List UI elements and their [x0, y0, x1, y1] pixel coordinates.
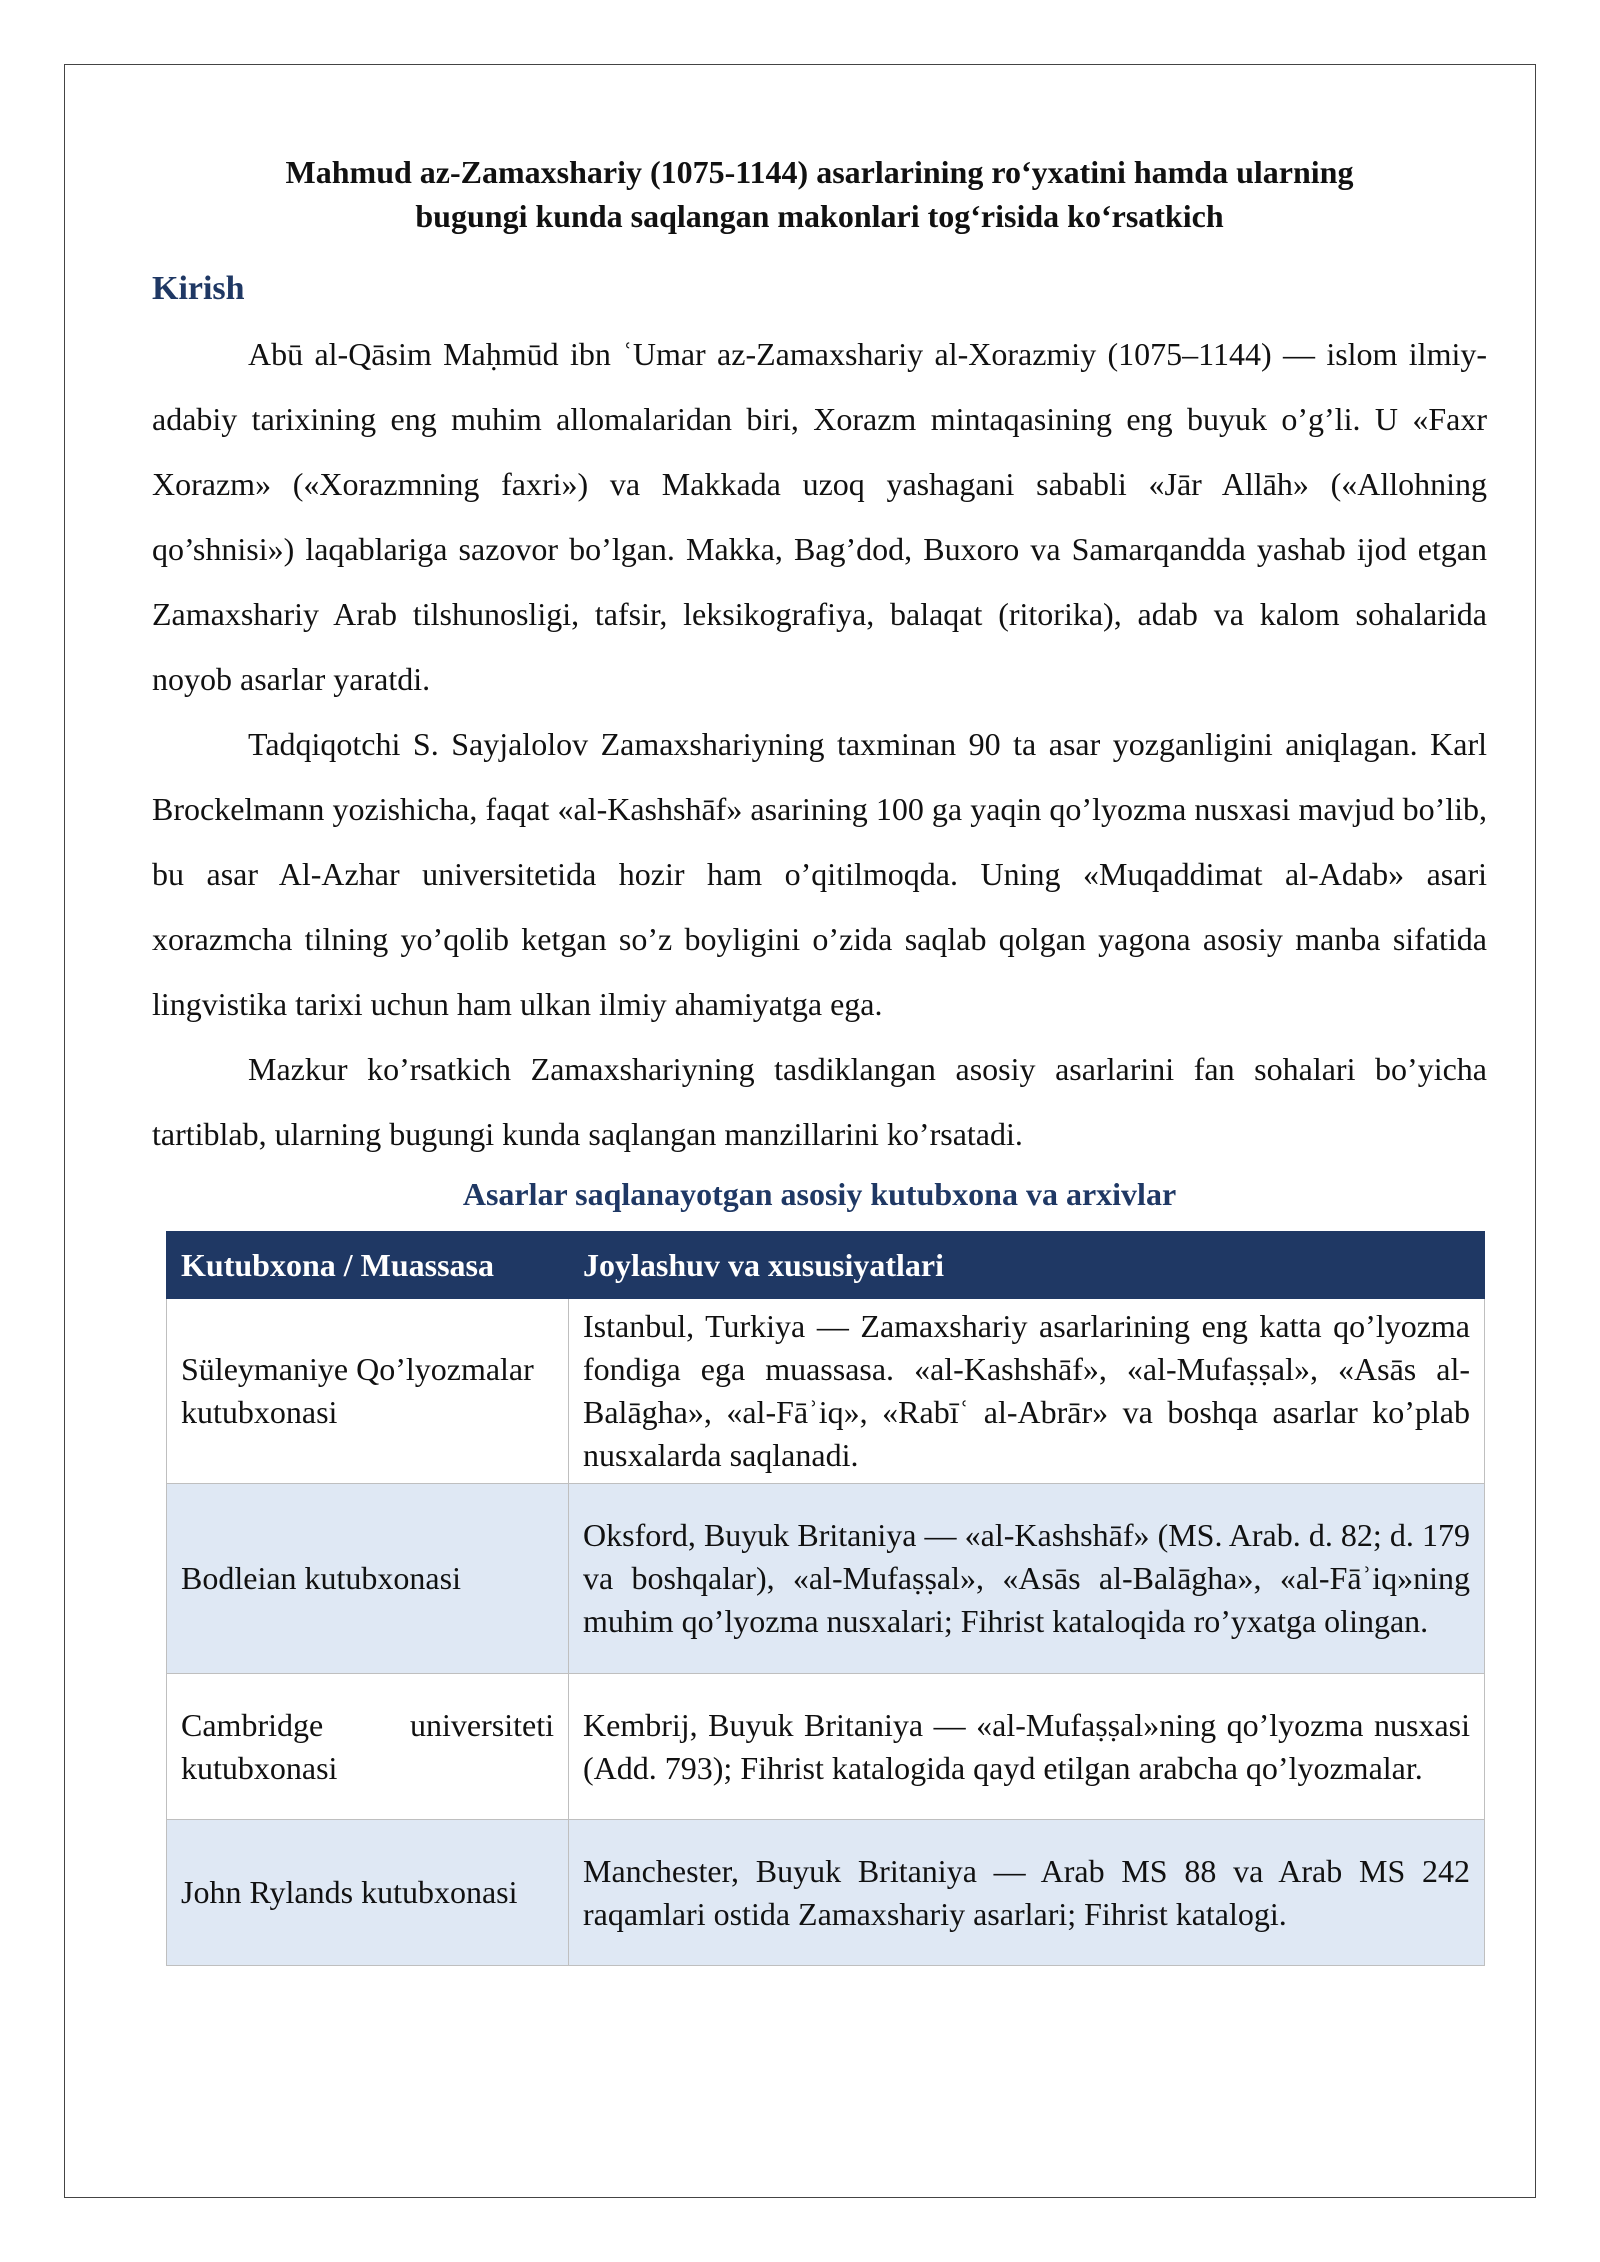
- libraries-table: [166, 1231, 1485, 1966]
- details-cell: Istanbul, Turkiya — Zamaxshariy asarlarining eng katta qo’lyozma fondiga ega muassasa. «al-Kashshāf», «al-Mufaṣṣal», «Asās al-Balāgha», «al-Fāʾiq», «Rabīʿ al-Abrār» va boshqa asarlar ko’plab nusxalarda saqlanadi.: [569, 1299, 1485, 1484]
- table-row: [167, 1820, 1485, 1966]
- table-row: [167, 1674, 1485, 1820]
- table-row: [167, 1484, 1485, 1674]
- section-heading: Kirish: [152, 270, 245, 307]
- institution-cell: John Rylands kutubxonasi: [167, 1820, 569, 1966]
- column-header-location: Joylashuv va xususiyatlari: [569, 1232, 1485, 1299]
- institution-cell: Süleymaniye Qo’lyozmalar kutubxonasi: [167, 1299, 569, 1484]
- title-line-1: Mahmud az-Zamaxshariy (1075-1144) asarlarining ro‘yxatini hamda ularning: [285, 154, 1354, 190]
- paragraph-1: Abū al-Qāsim Maḥmūd ibn ʿUmar az-Zamaxshariy al-Xorazmiy (1075–1144) — islom ilmiy-adabiy tarixining eng muhim allomalaridan biri, Xorazm mintaqasining eng buyuk o’g’li. U «Faxr Xorazm» («Xorazmning faxri») va Makkada uzoq yashagani sababli «Jār Allāh» («Allohning qo’shnisi») laqablariga sazovor bo’lgan. Makka, Bag’dod, Buxoro va Samarqandda yashab ijod etgan Zamaxshariy Arab tilshunosligi, tafsir, leksikografiya, balaqat (ritorika), adab va kalom sohalarida noyob asarlar yaratdi.: [152, 336, 1487, 697]
- paragraph-3: Mazkur ko’rsatkich Zamaxshariyning tasdiklangan asosiy asarlarini fan sohalari bo’yicha tartiblab, ularning bugungi kunda saqlangan manzillarini ko’rsatadi.: [152, 1051, 1487, 1152]
- column-header-institution: Kutubxona / Muassasa: [167, 1232, 569, 1299]
- details-cell: Oksford, Buyuk Britaniya — «al-Kashshāf» (MS. Arab. d. 82; d. 179 va boshqalar), «al-Mufaṣṣal», «Asās al-Balāgha», «al-Fāʾiq»ning muhim qo’lyozma nusxalari; Fihrist kataloqida ro’yxatga olingan.: [569, 1484, 1485, 1674]
- details-cell: Kembrij, Buyuk Britaniya — «al-Mufaṣṣal»ning qo’lyozma nusxasi (Add. 793); Fihrist katalogida qayd etilgan arabcha qo’lyozmalar.: [569, 1674, 1485, 1820]
- title-line-2: bugungi kunda saqlangan makonlari tog‘risida ko‘rsatkich: [415, 198, 1224, 234]
- table-row: [167, 1299, 1485, 1484]
- details-cell: Manchester, Buyuk Britaniya — Arab MS 88 va Arab MS 242 raqamlari ostida Zamaxshariy asarlari; Fihrist katalogi.: [569, 1820, 1485, 1966]
- table-header-row: [167, 1232, 1485, 1299]
- institution-cell: Cambridge universiteti kutubxonasi: [167, 1674, 569, 1820]
- document-body: [152, 150, 1487, 1966]
- paragraph-2: Tadqiqotchi S. Sayjalolov Zamaxshariyning taxminan 90 ta asar yozganligini aniqlagan. Karl Brockelmann yozishicha, faqat «al-Kashshāf» asarining 100 ga yaqin qo’lyozma nusxasi mavjud bo’lib, bu asar Al-Azhar universitetida hozir ham o’qitilmoqda. Uning «Muqaddimat al-Adab» asari xorazmcha tilning yo’qolib ketgan so’z boyligini o’zida saqlab qolgan yagona asosiy manba sifatida lingvistika tarixi uchun ham ulkan ilmiy ahamiyatga ega.: [152, 726, 1487, 1022]
- institution-cell: Bodleian kutubxonasi: [167, 1484, 569, 1674]
- document-title: [152, 150, 1487, 238]
- table-title: Asarlar saqlanayotgan asosiy kutubxona va arxivlar: [462, 1176, 1177, 1212]
